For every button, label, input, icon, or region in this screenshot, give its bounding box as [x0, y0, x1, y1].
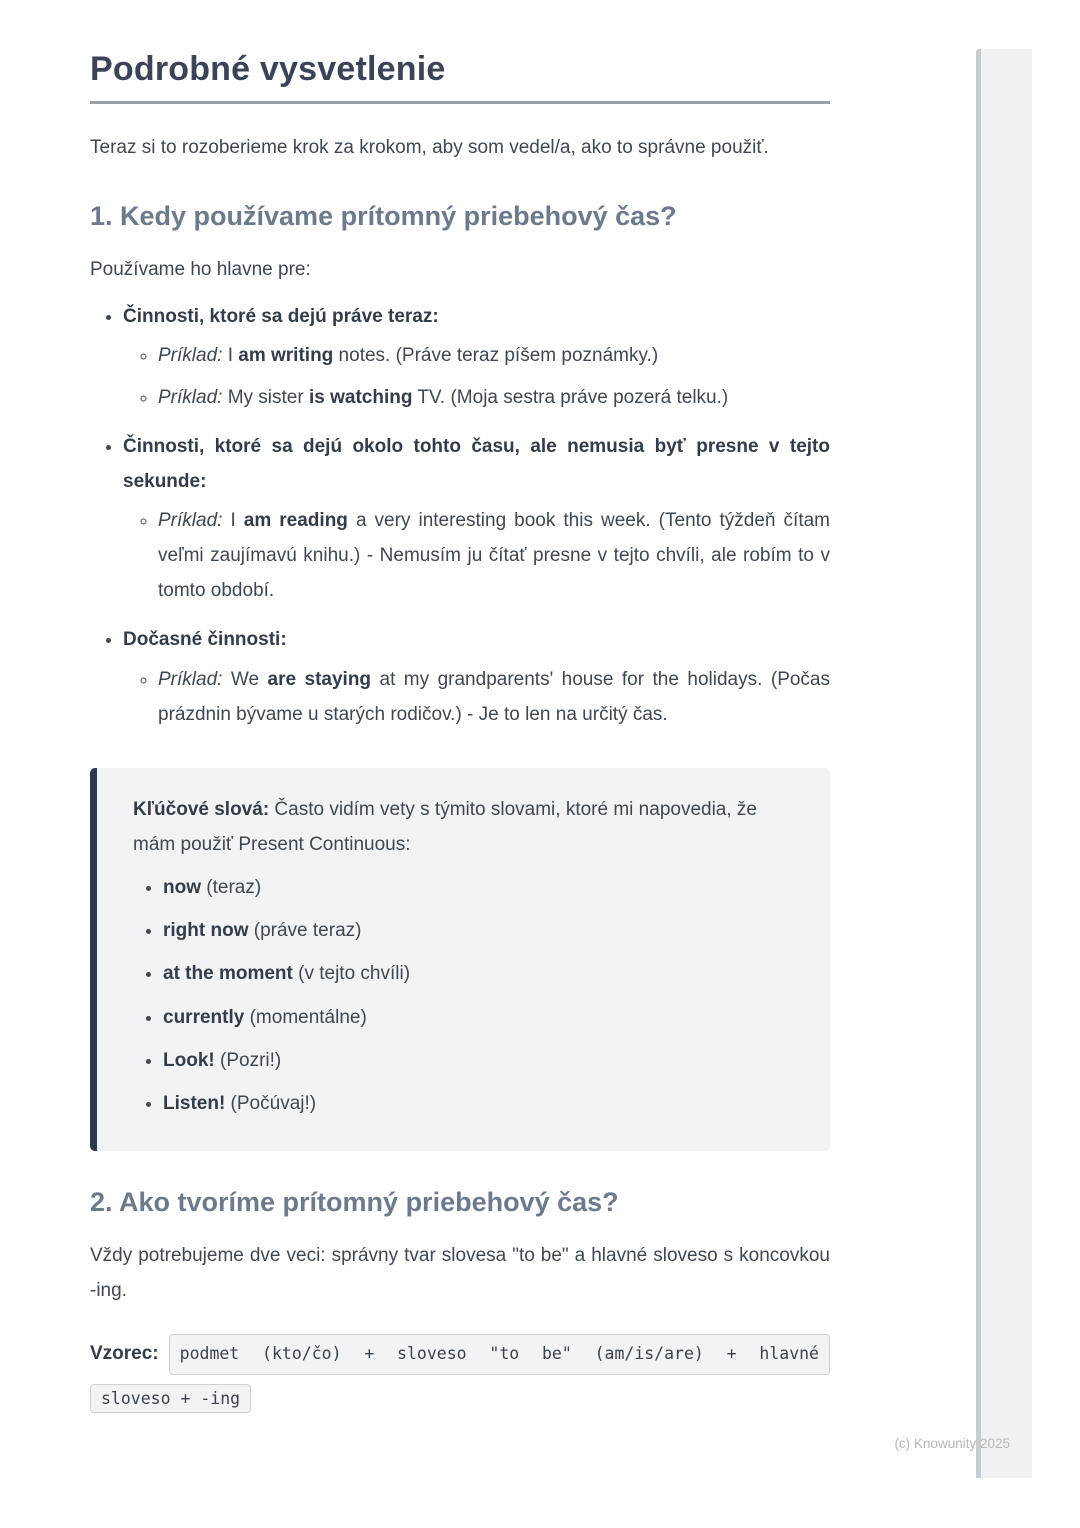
- example-bold: is watching: [308, 386, 413, 408]
- example-sublist: [123, 503, 830, 608]
- section-2-heading: 2. Ako tvoríme prítomný priebehový čas?: [90, 1186, 619, 1217]
- example-sublist: [123, 338, 830, 414]
- keyword-translation: (v tejto chvíli): [292, 963, 411, 985]
- callout-lead-bold: Kľúčové slová:: [133, 798, 270, 820]
- keyword-item: [163, 1043, 796, 1078]
- example-bold: am writing: [238, 345, 334, 367]
- keyword-item: [163, 1000, 796, 1035]
- formula-label: Vzorec:: [90, 1343, 159, 1365]
- keyword-term: currently: [163, 1006, 245, 1028]
- example-text: notes. (Práve teraz píšem poznámky.): [333, 345, 659, 367]
- formula-code-line2: sloveso + -ing: [90, 1384, 251, 1413]
- keyword-item: [163, 913, 796, 948]
- list-item: [123, 299, 830, 414]
- example-text: I: [222, 345, 239, 367]
- example-prefix: Príklad:: [158, 386, 223, 408]
- example-text: We: [222, 668, 268, 690]
- keyword-term: now: [163, 877, 201, 899]
- keyword-translation: (momentálne): [244, 1006, 367, 1028]
- next-page-edge-panel: [976, 49, 1032, 1478]
- title-divider: [90, 101, 830, 104]
- example-bold: am reading: [243, 509, 348, 531]
- example-item: [158, 662, 830, 732]
- keyword-translation: (Pozri!): [214, 1049, 282, 1071]
- page-title: Podrobné vysvetlenie: [90, 50, 446, 88]
- example-text: I: [222, 509, 244, 531]
- example-item: [158, 380, 830, 415]
- keyword-item: [163, 1086, 796, 1121]
- formula-code-line1: podmet (kto/čo) + sloveso "to be" (am/is/are) + hlavné: [169, 1334, 830, 1375]
- example-item: [158, 338, 830, 373]
- keyword-translation: (teraz): [201, 877, 262, 899]
- usage-list: [90, 299, 830, 732]
- callout-lead: [133, 792, 796, 862]
- keyword-translation: (práve teraz): [248, 920, 362, 942]
- example-sublist: [123, 662, 830, 732]
- example-text: TV. (Moja sestra práve pozerá telku.): [412, 386, 729, 408]
- section-1-heading: 1. Kedy používame prítomný priebehový čas?: [90, 201, 677, 232]
- keyword-term: at the moment: [163, 963, 293, 985]
- example-prefix: Príklad:: [158, 668, 223, 690]
- example-prefix: Príklad:: [158, 345, 223, 367]
- keyword-translation: (Počúvaj!): [225, 1092, 317, 1114]
- callout-lead-rest: Často vidím vety s týmito slovami, ktoré mi napovedia, že mám použiť Present Continuous:: [133, 798, 757, 855]
- keyword-term: Look!: [163, 1049, 215, 1071]
- document-content: [90, 50, 830, 1413]
- example-text: a very interesting book this week. (Tento týždeň čítam veľmi zaujímavú knihu.) - Nemusím ju čítať presne v tejto chvíli, ale robím to v tomto období.: [158, 509, 830, 602]
- intro-paragraph: Teraz si to rozoberieme krok za krokom, aby som vedel/a, ako to správne použiť.: [90, 137, 769, 158]
- list-item-label: Činnosti, ktoré sa dejú okolo tohto času, ale nemusia byť presne v tejto sekunde:: [123, 435, 830, 492]
- example-text: My sister: [222, 386, 309, 408]
- example-prefix: Príklad:: [158, 509, 223, 531]
- list-item-label: Dočasné činnosti:: [123, 629, 287, 651]
- list-item: [123, 429, 830, 609]
- keyword-term: right now: [163, 920, 249, 942]
- list-item-label: Činnosti, ktoré sa dejú práve teraz:: [123, 306, 439, 328]
- section-1-lead: Používame ho hlavne pre:: [90, 259, 311, 281]
- keyword-term: Listen!: [163, 1092, 226, 1114]
- example-bold: are staying: [267, 668, 372, 690]
- formula-row: [90, 1334, 830, 1375]
- keywords-list: [133, 870, 796, 1121]
- example-text: at my grandparents' house for the holidays. (Počas prázdnin bývame u starých rodičov.) - Je to len na určitý čas.: [158, 668, 830, 725]
- keyword-item: [163, 870, 796, 905]
- list-item: [123, 622, 830, 731]
- section-2-paragraph: Vždy potrebujeme dve veci: správny tvar slovesa "to be" a hlavné sloveso s koncovkou -ing.: [90, 1244, 830, 1302]
- example-item: [158, 503, 830, 608]
- copyright-notice: (c) Knowunity 2025: [894, 1436, 1010, 1451]
- keyword-item: [163, 956, 796, 991]
- keywords-callout-box: [90, 768, 830, 1151]
